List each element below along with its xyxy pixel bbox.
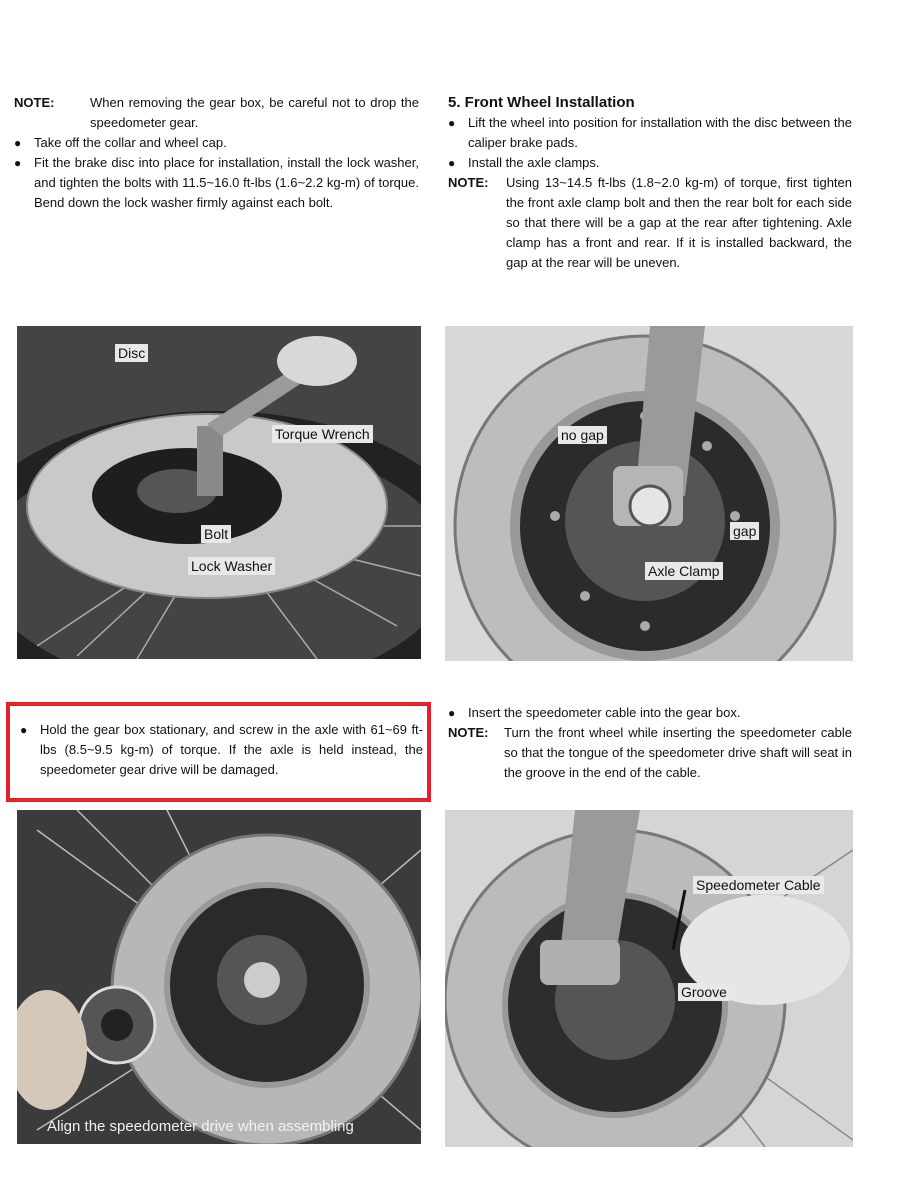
bullet-text: Lift the wheel into position for installation with the disc between the caliper brake pads. — [468, 115, 852, 150]
bullet-icon: ● — [14, 136, 22, 150]
bullet-icon: ● — [448, 156, 456, 170]
note-text: Turn the front wheel while inserting the speedometer cable so that the tongue of the speedometer drive shaft will seat in the groove in the end of the cable. — [504, 725, 852, 780]
label-bolt: Bolt — [201, 525, 231, 543]
bullet-icon: ● — [14, 156, 22, 170]
axle-clamp-note — [448, 173, 852, 273]
speedometer-cable-note — [448, 723, 852, 783]
bullet-icon: ● — [448, 116, 456, 130]
photo-speedometer-cable — [445, 810, 853, 1147]
bullet-text: Take off the collar and wheel cap. — [34, 135, 227, 150]
left-top-text — [14, 93, 419, 213]
photo-caption: Align the speedometer drive when assembling — [47, 1118, 354, 1135]
bullet-item — [14, 133, 419, 153]
section-heading: 5. Front Wheel Installation — [448, 94, 635, 111]
label-lock-washer: Lock Washer — [188, 557, 275, 575]
axle-clamp-illustration — [445, 326, 853, 661]
label-disc: Disc — [115, 344, 148, 362]
speedometer-drive-illustration — [17, 810, 421, 1144]
bullet-item — [448, 113, 852, 153]
speedometer-cable-illustration — [445, 810, 853, 1147]
label-speedometer-cable: Speedometer Cable — [693, 876, 824, 894]
bullet-text: Hold the gear box stationary, and screw in the axle with 61~69 ft-lbs (8.5~9.5 kg-m) of torque. If the axle is held instead, the speedometer gear drive will be damaged. — [40, 722, 423, 777]
bullet-icon: ● — [20, 723, 28, 737]
note-text: Using 13~14.5 ft-lbs (1.8~2.0 kg-m) of torque, first tighten the front axle clamp bolt and then the rear bolt for each side so that there will be a gap at the rear after tightening. Axle clamp has a front and rear. If it is installed backward, the gap at the rear will be uneven. — [506, 175, 852, 270]
label-gap: gap — [730, 522, 759, 540]
gearbox-note — [14, 93, 419, 133]
label-torque-wrench: Torque Wrench — [272, 425, 373, 443]
bullet-icon: ● — [448, 706, 456, 720]
right-top-text — [448, 93, 852, 273]
note-text: When removing the gear box, be careful not to drop the speedometer gear. — [90, 95, 419, 130]
bullet-item — [448, 703, 852, 723]
brake-disc-illustration — [17, 326, 421, 659]
label-axle-clamp: Axle Clamp — [645, 562, 723, 580]
photo-speedometer-drive — [17, 810, 421, 1144]
label-no-gap: no gap — [558, 426, 607, 444]
bullet-item — [14, 153, 419, 213]
note-label: NOTE: — [448, 175, 489, 190]
right-middle-text — [448, 703, 852, 783]
bullet-text: Install the axle clamps. — [468, 155, 600, 170]
bullet-text: Insert the speedometer cable into the gear box. — [468, 705, 741, 720]
note-label: NOTE: — [14, 95, 55, 110]
bullet-text: Fit the brake disc into place for installation, install the lock washer, and tighten the bolts with 11.5~16.0 ft-lbs (1.6~2.2 kg-m) of torque. Bend down the lock washer firmly against each bolt. — [34, 155, 419, 210]
bullet-item — [448, 153, 852, 173]
label-groove: Groove — [678, 983, 730, 1001]
note-label: NOTE: — [448, 725, 489, 740]
highlight-box — [6, 702, 431, 802]
photo-brake-disc — [17, 326, 421, 659]
photo-axle-clamp — [445, 326, 853, 661]
